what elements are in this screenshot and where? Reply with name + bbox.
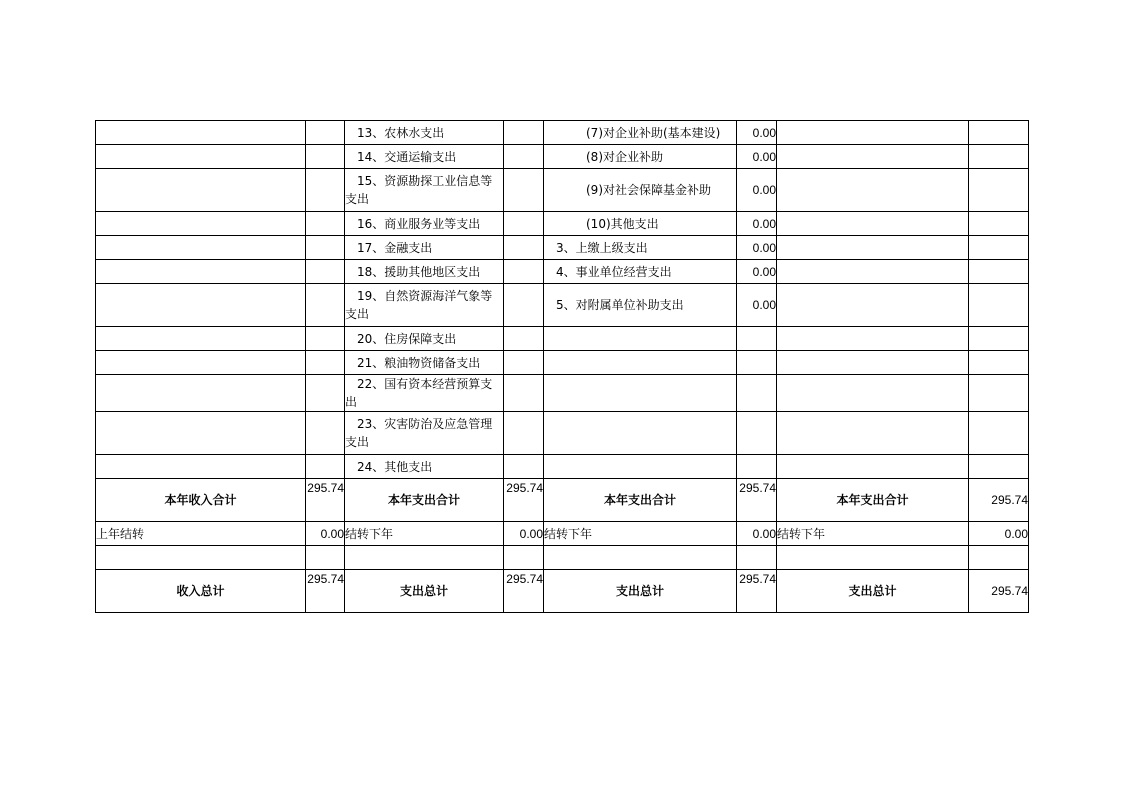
- carry-row: [96, 522, 1029, 546]
- expense-subitem-value: 0.00: [737, 169, 777, 212]
- expense-item-text: 17、金融支出: [357, 240, 433, 255]
- blank-cell: [504, 260, 544, 284]
- table-row: [96, 169, 1029, 212]
- blank-cell: [306, 212, 345, 236]
- blank-cell: [777, 236, 969, 260]
- expense-grand-total-label-2: 支出总计: [544, 570, 737, 613]
- expense-subitem: [544, 212, 737, 236]
- blank-cell: [306, 351, 345, 375]
- carry-next-year-value-3: 0.00: [969, 522, 1029, 546]
- blank-cell: [969, 121, 1029, 145]
- blank-cell: [96, 260, 306, 284]
- year-expense-total-label-1: 本年支出合计: [345, 479, 504, 522]
- expense-item: [345, 412, 504, 455]
- blank-cell: [504, 412, 544, 455]
- blank-cell: [306, 455, 345, 479]
- blank-cell: [969, 284, 1029, 327]
- carry-next-year-label-1: 结转下年: [345, 522, 504, 546]
- year-income-total-value: 295.74: [306, 479, 345, 522]
- blank-cell: [504, 212, 544, 236]
- expense-item: [345, 284, 504, 327]
- table-row: [96, 284, 1029, 327]
- table-row: [96, 145, 1029, 169]
- expense-subitem-text: (10)其他支出: [586, 216, 659, 231]
- carry-next-year-label-2: 结转下年: [544, 522, 737, 546]
- blank-cell: [96, 236, 306, 260]
- expense-subitem-text: 3、上缴上级支出: [556, 240, 648, 255]
- expense-subitem: [544, 145, 737, 169]
- table-row: [96, 327, 1029, 351]
- blank-cell: [777, 284, 969, 327]
- blank-cell: [544, 546, 737, 570]
- blank-cell: [504, 145, 544, 169]
- blank-cell: [969, 169, 1029, 212]
- blank-cell: [504, 375, 544, 412]
- table-row: [96, 351, 1029, 375]
- year-expense-total-value-1: 295.74: [504, 479, 544, 522]
- expense-subitem-text: (8)对企业补助: [586, 149, 663, 164]
- blank-cell: [306, 260, 345, 284]
- blank-cell: [504, 455, 544, 479]
- expense-grand-total-label-1: 支出总计: [345, 570, 504, 613]
- blank-cell: [777, 351, 969, 375]
- blank-cell: [96, 327, 306, 351]
- expense-item-text: 22、国有资本经营预算支出: [345, 377, 493, 409]
- blank-cell: [96, 169, 306, 212]
- year-total-row: [96, 479, 1029, 522]
- expense-subitem-text: (9)对社会保障基金补助: [586, 183, 711, 197]
- blank-cell: [969, 455, 1029, 479]
- blank-cell: [504, 169, 544, 212]
- blank-cell: [96, 284, 306, 327]
- carry-next-year-value-2: 0.00: [737, 522, 777, 546]
- blank-cell: [777, 327, 969, 351]
- expense-subitem-value: 0.00: [737, 260, 777, 284]
- blank-cell: [969, 260, 1029, 284]
- year-expense-total-label-2: 本年支出合计: [544, 479, 737, 522]
- blank-cell: [96, 412, 306, 455]
- blank-cell: [96, 145, 306, 169]
- blank-cell: [777, 412, 969, 455]
- expense-item: [345, 375, 504, 412]
- prior-year-carryover-label: 上年结转: [96, 522, 306, 546]
- blank-cell: [306, 236, 345, 260]
- expense-subitem-value: 0.00: [737, 284, 777, 327]
- expense-subitem-value: 0.00: [737, 145, 777, 169]
- blank-cell: [96, 351, 306, 375]
- blank-cell: [737, 546, 777, 570]
- expense-item: [345, 236, 504, 260]
- table-row: [96, 121, 1029, 145]
- expense-subitem: [544, 260, 737, 284]
- expense-subitem-value: [737, 412, 777, 455]
- blank-cell: [777, 546, 969, 570]
- grand-total-row: [96, 570, 1029, 613]
- carry-next-year-value-1: 0.00: [504, 522, 544, 546]
- expense-subitem-value: [737, 327, 777, 351]
- blank-cell: [96, 212, 306, 236]
- expense-item-text: 15、资源勘探工业信息等支出: [345, 174, 493, 206]
- blank-cell: [777, 121, 969, 145]
- expense-item: [345, 169, 504, 212]
- blank-row: [96, 546, 1029, 570]
- expense-item-text: 21、粮油物资储备支出: [357, 355, 481, 370]
- expense-item: [345, 455, 504, 479]
- blank-cell: [345, 546, 504, 570]
- year-income-total-label: 本年收入合计: [96, 479, 306, 522]
- expense-item: [345, 212, 504, 236]
- expense-grand-total-value-1: 295.74: [504, 570, 544, 613]
- table-row: [96, 412, 1029, 455]
- expense-grand-total-value-2: 295.74: [737, 570, 777, 613]
- budget-table: [95, 120, 1029, 613]
- expense-subitem: [544, 169, 737, 212]
- blank-cell: [969, 375, 1029, 412]
- expense-item-text: 14、交通运输支出: [357, 149, 457, 164]
- blank-cell: [504, 121, 544, 145]
- blank-cell: [504, 327, 544, 351]
- blank-cell: [306, 546, 345, 570]
- blank-cell: [306, 145, 345, 169]
- expense-subitem-text: (7)对企业补助(基本建设): [586, 125, 721, 140]
- carry-next-year-label-3: 结转下年: [777, 522, 969, 546]
- blank-cell: [969, 412, 1029, 455]
- expense-subitem: [544, 455, 737, 479]
- expense-item-text: 16、商业服务业等支出: [357, 216, 481, 231]
- expense-subitem-text: 5、对附属单位补助支出: [556, 298, 684, 312]
- expense-subitem-value: 0.00: [737, 121, 777, 145]
- expense-subitem-value: [737, 351, 777, 375]
- year-expense-total-label-3: 本年支出合计: [777, 479, 969, 522]
- blank-cell: [504, 546, 544, 570]
- blank-cell: [969, 351, 1029, 375]
- blank-cell: [777, 375, 969, 412]
- expense-item: [345, 327, 504, 351]
- blank-cell: [96, 375, 306, 412]
- expense-item: [345, 351, 504, 375]
- expense-grand-total-label-3: 支出总计: [777, 570, 969, 613]
- year-expense-total-value-2: 295.74: [737, 479, 777, 522]
- prior-year-carryover-value: 0.00: [306, 522, 345, 546]
- expense-item-text: 19、自然资源海洋气象等支出: [345, 289, 493, 321]
- blank-cell: [96, 121, 306, 145]
- table-row: [96, 212, 1029, 236]
- table-body: [96, 121, 1029, 613]
- blank-cell: [969, 327, 1029, 351]
- blank-cell: [96, 546, 306, 570]
- income-grand-total-label: 收入总计: [96, 570, 306, 613]
- blank-cell: [777, 145, 969, 169]
- expense-subitem-value: [737, 375, 777, 412]
- expense-subitem-value: [737, 455, 777, 479]
- expense-subitem: [544, 121, 737, 145]
- blank-cell: [969, 546, 1029, 570]
- blank-cell: [306, 375, 345, 412]
- blank-cell: [777, 455, 969, 479]
- blank-cell: [306, 412, 345, 455]
- year-expense-total-value-3: 295.74: [969, 479, 1029, 522]
- blank-cell: [504, 284, 544, 327]
- expense-item-text: 24、其他支出: [357, 459, 433, 474]
- expense-grand-total-value-3: 295.74: [969, 570, 1029, 613]
- blank-cell: [306, 169, 345, 212]
- expense-item-text: 18、援助其他地区支出: [357, 264, 481, 279]
- table-row: [96, 236, 1029, 260]
- table-row: [96, 455, 1029, 479]
- expense-item-text: 23、灾害防治及应急管理支出: [345, 417, 493, 449]
- expense-subitem: [544, 327, 737, 351]
- blank-cell: [96, 455, 306, 479]
- blank-cell: [306, 327, 345, 351]
- expense-subitem: [544, 284, 737, 327]
- blank-cell: [504, 236, 544, 260]
- income-grand-total-value: 295.74: [306, 570, 345, 613]
- blank-cell: [306, 284, 345, 327]
- blank-cell: [777, 260, 969, 284]
- expense-item-text: 20、住房保障支出: [357, 331, 457, 346]
- expense-subitem: [544, 351, 737, 375]
- expense-subitem: [544, 412, 737, 455]
- expense-subitem-value: 0.00: [737, 212, 777, 236]
- expense-item: [345, 121, 504, 145]
- expense-subitem-text: 4、事业单位经营支出: [556, 264, 672, 279]
- expense-subitem: [544, 375, 737, 412]
- blank-cell: [504, 351, 544, 375]
- blank-cell: [306, 121, 345, 145]
- blank-cell: [969, 236, 1029, 260]
- expense-subitem-value: 0.00: [737, 236, 777, 260]
- expense-item: [345, 145, 504, 169]
- table-row: [96, 375, 1029, 412]
- blank-cell: [777, 212, 969, 236]
- blank-cell: [969, 145, 1029, 169]
- expense-item-text: 13、农林水支出: [357, 125, 445, 140]
- table-row: [96, 260, 1029, 284]
- blank-cell: [969, 212, 1029, 236]
- expense-subitem: [544, 236, 737, 260]
- blank-cell: [777, 169, 969, 212]
- expense-item: [345, 260, 504, 284]
